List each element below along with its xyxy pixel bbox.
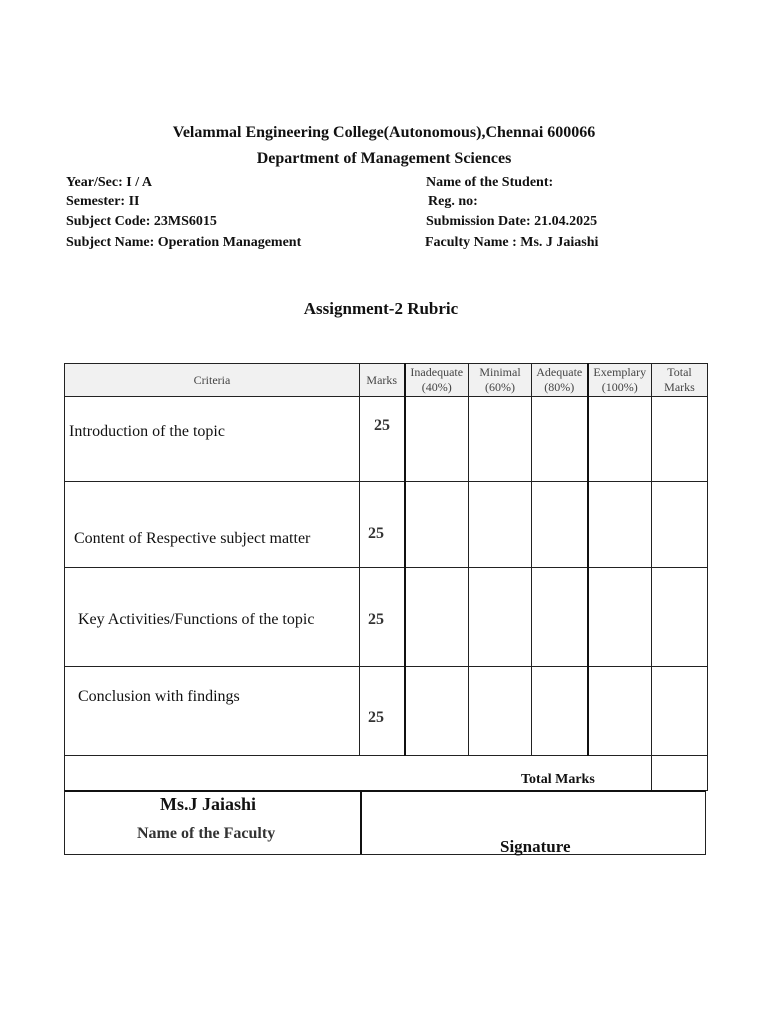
total-cell[interactable] bbox=[652, 667, 708, 756]
inadequate-cell[interactable] bbox=[405, 667, 469, 756]
table-row bbox=[65, 667, 708, 756]
grand-total-cell[interactable] bbox=[652, 756, 708, 791]
header-row bbox=[65, 364, 708, 397]
total-cell[interactable] bbox=[652, 482, 708, 568]
minimal-cell[interactable] bbox=[469, 482, 532, 568]
criteria-cell: Conclusion with findings bbox=[65, 667, 360, 756]
adequate-cell[interactable] bbox=[532, 667, 588, 756]
total-row bbox=[65, 756, 708, 791]
criteria-cell: Content of Respective subject matter bbox=[65, 482, 360, 568]
adequate-cell[interactable] bbox=[532, 397, 588, 482]
minimal-cell[interactable] bbox=[469, 397, 532, 482]
inadequate-cell[interactable] bbox=[405, 568, 469, 667]
minimal-cell[interactable] bbox=[469, 667, 532, 756]
signature-label: Signature bbox=[500, 837, 571, 856]
total-cell[interactable] bbox=[652, 397, 708, 482]
student-name-label: Name of the Student: bbox=[426, 175, 554, 190]
inadequate-cell[interactable] bbox=[405, 397, 469, 482]
total-marks-header: Total Marks bbox=[652, 364, 708, 397]
reg-no-label: Reg. no: bbox=[428, 194, 478, 209]
table-row bbox=[65, 568, 708, 667]
year-sec: Year/Sec: I / A bbox=[66, 175, 152, 190]
marks-cell: 25 bbox=[360, 482, 405, 568]
exemplary-cell[interactable] bbox=[588, 482, 652, 568]
adequate-cell[interactable] bbox=[532, 482, 588, 568]
subject-name: Subject Name: Operation Management bbox=[66, 235, 302, 250]
criteria-cell: Key Activities/Functions of the topic bbox=[65, 568, 360, 667]
adequate-header: Adequate (80%) bbox=[532, 364, 588, 397]
inadequate-cell[interactable] bbox=[405, 482, 469, 568]
total-label-cell: Total Marks bbox=[65, 756, 652, 791]
marks-cell: 25 bbox=[360, 397, 405, 482]
footer-divider bbox=[360, 792, 362, 854]
faculty-label: Name of the Faculty bbox=[137, 825, 276, 842]
table-row bbox=[65, 397, 708, 482]
exemplary-cell[interactable] bbox=[588, 397, 652, 482]
inadequate-header: Inadequate (40%) bbox=[405, 364, 469, 397]
criteria-cell: Introduction of the topic bbox=[65, 397, 360, 482]
marks-cell: 25 bbox=[360, 667, 405, 756]
college-name: Velammal Engineering College(Autonomous),Chennai 600066 bbox=[172, 124, 596, 141]
department-name: Department of Management Sciences bbox=[256, 150, 512, 167]
rubric-table bbox=[64, 363, 708, 791]
exemplary-cell[interactable] bbox=[588, 568, 652, 667]
adequate-cell[interactable] bbox=[532, 568, 588, 667]
exemplary-cell[interactable] bbox=[588, 667, 652, 756]
assignment-title: Assignment-2 Rubric bbox=[303, 299, 459, 318]
minimal-cell[interactable] bbox=[469, 568, 532, 667]
marks-cell: 25 bbox=[360, 568, 405, 667]
footer-box bbox=[64, 790, 706, 855]
faculty-signature-name: Ms.J Jaiashi bbox=[160, 794, 257, 814]
total-cell[interactable] bbox=[652, 568, 708, 667]
marks-header: Marks bbox=[360, 364, 405, 397]
semester: Semester: II bbox=[66, 194, 140, 209]
faculty-name: Faculty Name : Ms. J Jaiashi bbox=[425, 235, 599, 250]
subject-code: Subject Code: 23MS6015 bbox=[66, 214, 217, 229]
minimal-header: Minimal (60%) bbox=[469, 364, 532, 397]
submission-date: Submission Date: 21.04.2025 bbox=[426, 214, 598, 229]
table-row bbox=[65, 482, 708, 568]
criteria-header: Criteria bbox=[65, 364, 360, 397]
exemplary-header: Exemplary (100%) bbox=[588, 364, 652, 397]
